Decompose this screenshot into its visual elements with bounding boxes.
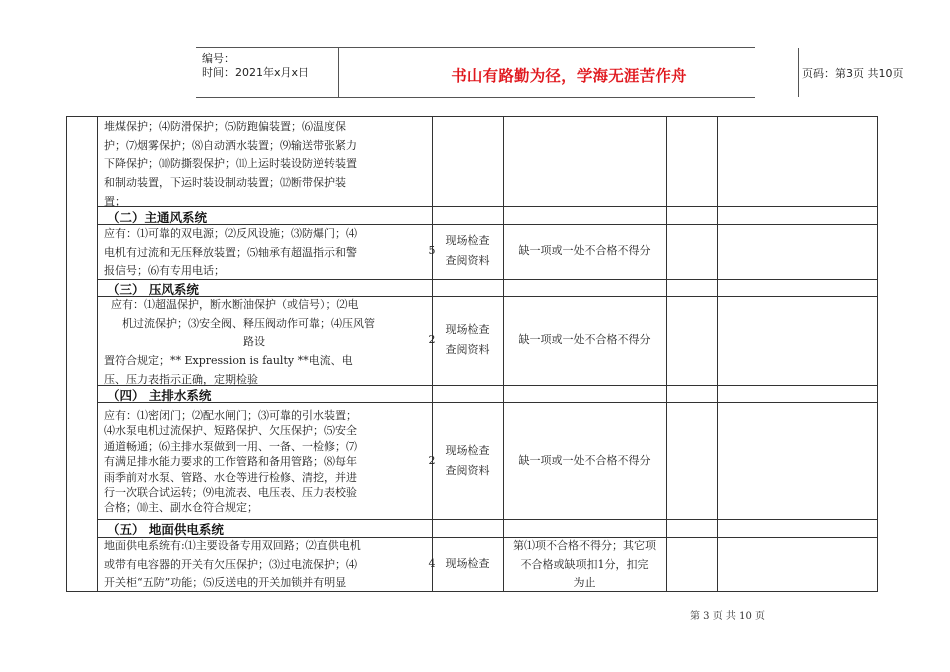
document-number-label: 编号： (202, 52, 235, 65)
row-drainage-method: 现场检查 查阅资料 (445, 444, 490, 477)
row-surface-power-text: 地面供电系统有:⑴主要设备专用双回路；⑵直供电机 或带有电容器的开关有欠压保护；⑶过电流保护；⑷ 开关柜“五防”功能；⑸反送电的开关加锁并有明显 (104, 539, 361, 590)
row-ventilation-rule: 缺一项或一处不合格不得分 (518, 244, 651, 257)
row-compressed-air-rule: 缺一项或一处不合格不得分 (518, 333, 651, 346)
section-title-surface-power: （五） 地面供电系统 (107, 522, 224, 537)
row-surface-power-score: 4 (428, 557, 436, 570)
page-footer: 第 3 页 共 10 页 (690, 611, 765, 622)
header-divider (798, 48, 799, 97)
row-compressed-air-score: 2 (428, 333, 436, 346)
row-surface-power-method: 现场检查 (445, 557, 490, 570)
row-compressed-air-method: 现场检查 查阅资料 (445, 323, 490, 356)
row-ventilation-score: 5 (428, 244, 436, 257)
row-drainage-rule: 缺一项或一处不合格不得分 (518, 454, 651, 467)
header-info (196, 48, 339, 97)
section-title-compressed-air: （三） 压风系统 (107, 282, 199, 297)
row-surface-power-rule: 第⑴项不合格不得分；其它项 不合格或缺项扣1分，扣完 为止 (513, 539, 656, 590)
row-drainage-text: 应有：⑴密闭门；⑵配水闸门；⑶可靠的引水装置； ⑷水泵电机过流保护、短路保护、欠压保护；⑸安全 通道畅通；⑹主排水泵做到一用、一备、一检修；⑺ 有满足排水能力要求的工作管路和备用管路；⑻每年 雨季前对水泵、管路、水仓等进行检修、清挖，并进 行一次联合试运转；⑼电流表、电压表、压力表校验 合格；⑽主、副水仓符合规定； (104, 409, 357, 515)
table-row-divider (97, 402, 877, 403)
header-motto-cell (339, 48, 798, 97)
row-compressed-air-text: 应有：⑴超温保护，断水断油保护（或信号）；⑵电 机过流保护；⑶安全阀、释压阀动作可靠；⑷压风管 路设 置符合规定；** Expression is faulty **电流、电 压、压力表指示正确，定期检验 (104, 298, 375, 386)
row-ventilation-method: 现场检查 查阅资料 (445, 234, 490, 267)
inspection-table (66, 116, 878, 592)
document-time: 时间：2021年x月x日 (202, 66, 310, 79)
row-belt-protection-text: 堆煤保护；⑷防滑保护；⑸防跑偏装置；⑹温度保 护；⑺烟雾保护；⑻自动洒水装置；⑼输送带张紧力 下降保护；⑽防撕裂保护；⑾上运时装设防逆转装置 和制动装置，下运时装设制动装置；⑿断带保护装 置； (104, 120, 357, 208)
section-title-main-drainage: （四） 主排水系统 (107, 388, 212, 403)
header-page-code: 页码：第3页 共10页 (802, 67, 904, 80)
row-drainage-score: 2 (428, 454, 436, 467)
page-header (196, 47, 904, 98)
row-ventilation-text: 应有：⑴可靠的双电源；⑵反风设施；⑶防爆门；⑷ 电机有过流和无压释放装置；⑸轴承有超温指示和警 报信号；⑹有专用电话； (104, 227, 357, 278)
section-title-main-ventilation: （二）主通风系统 (107, 210, 208, 225)
header-motto: 书山有路勤为径，学海无涯苦作舟 (451, 67, 687, 85)
